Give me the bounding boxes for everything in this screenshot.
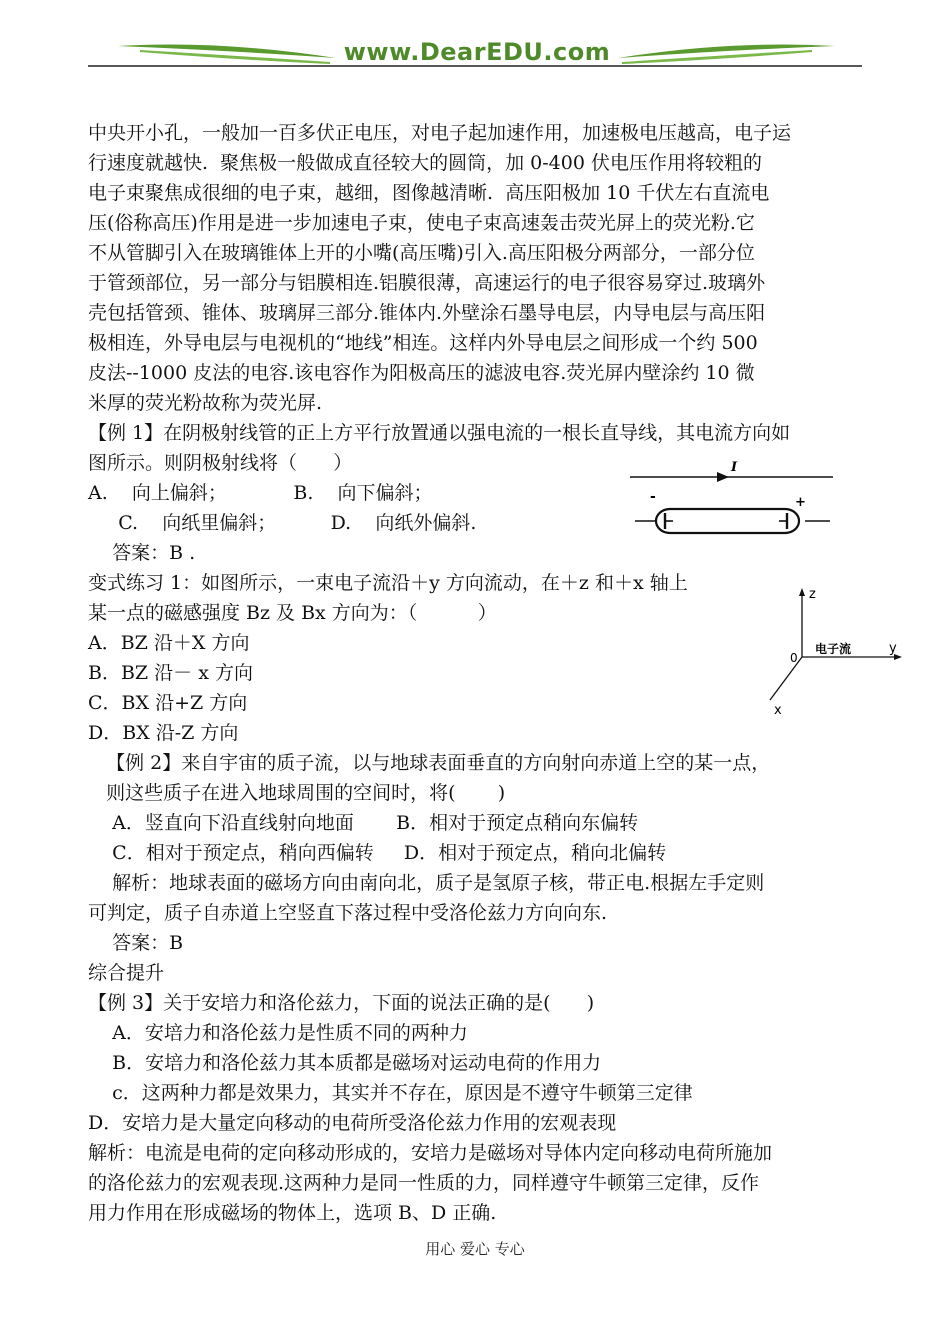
text-line: 的洛伦兹力的宏观表现.这两种力是同一性质的力，同样遵守牛顿第三定律，反作 [88, 1172, 760, 1194]
text-line: B．BZ 沿－ x 方向 [88, 662, 253, 684]
text-line: 某一点的磁感强度 Bz 及 Bx 方向为：（ ） [88, 602, 497, 624]
text-line: 壳包括管颈、锥体、玻璃屏三部分.锥体内.外壁涂石墨导电层，内导电层与高压阳 [88, 302, 766, 324]
text-line: 解析：电流是电荷的定向移动形成的，安培力是磁场对导体内定向移动电荷所施加 [88, 1142, 773, 1164]
text-line: 【例 2】来自宇宙的质子流，以与地球表面垂直的方向射向赤道上空的某一点， [88, 752, 771, 774]
text-line: 【例 3】关于安培力和洛伦兹力，下面的说法正确的是( ) [88, 992, 595, 1014]
coordinate-axes-figure [762, 582, 912, 717]
y-axis-label: y [889, 641, 897, 656]
text-line: 于管颈部位，另一部分与铝膜相连.铝膜很薄，高速运行的电子很容易穿过.玻璃外 [88, 272, 766, 294]
page-footer: 用心 爱心 专心 [425, 1240, 525, 1258]
text-line: 不从管脚引入在玻璃锥体上开的小嘴(高压嘴)引入.高压阳极分两部分，一部分位 [88, 242, 755, 264]
z-axis-label: z [809, 587, 816, 602]
text-line: A．BZ 沿＋X 方向 [88, 632, 250, 654]
text-line: A．安培力和洛伦兹力是性质不同的两种力 [88, 1022, 468, 1044]
x-axis-label: x [774, 703, 782, 717]
minus-label: - [650, 489, 656, 505]
text-line: 答案：B [88, 932, 184, 954]
text-line: 可判定，质子自赤道上空竖直下落过程中受洛伦兹力方向向东. [88, 902, 608, 924]
text-line: 皮法--1000 皮法的电容.该电容作为阳极高压的滤波电容.荧光屏内壁涂约 10 微 [88, 362, 755, 384]
tube-outline [656, 509, 799, 533]
text-line: 解析：地球表面的磁场方向由南向北，质子是氢原子核，带正电.根据左手定则 [88, 872, 765, 894]
plus-label: + [795, 495, 806, 510]
text-line: 则这些质子在进入地球周围的空间时，将( ) [88, 782, 506, 804]
text-line: 图所示。则阴极射线将（ ） [88, 452, 353, 474]
current-arrow [717, 472, 729, 482]
text-line: 综合提升 [88, 962, 165, 984]
origin-label: 0 [790, 651, 798, 665]
text-line: 用力作用在形成磁场的物体上，选项 B、D 正确. [88, 1202, 497, 1224]
text-line: A. 向上偏斜； B. 向下偏斜； [88, 482, 433, 504]
text-line: C．BX 沿+Z 方向 [88, 692, 248, 714]
text-line: 答案：B . [88, 542, 196, 564]
text-line: D．安培力是大量定向移动的电荷所受洛伦兹力作用的宏观表现 [88, 1112, 617, 1134]
text-line: D．BX 沿-Z 方向 [88, 722, 239, 744]
page-header [0, 0, 950, 80]
text-line: 米厚的荧光粉故称为荧光屏. [88, 392, 323, 414]
text-line: c．这两种力都是效果力，其实并不存在，原因是不遵守牛顿第三定律 [88, 1082, 693, 1104]
text-line: 极相连，外导电层与电视机的“地线”相连。这样内外导电层之间形成一个约 500 [88, 332, 758, 354]
text-line: 中央开小孔，一般加一百多伏正电压，对电子起加速作用，加速极电压越高，电子运 [88, 122, 792, 144]
text-line: 压(俗称高压)作用是进一步加速电子束，使电子束高速轰击荧光屏上的荧光粉.它 [88, 212, 755, 234]
text-line: 变式练习 1：如图所示，一束电子流沿＋y 方向流动，在＋z 和＋x 轴上 [88, 572, 688, 594]
current-label: I [731, 460, 738, 475]
cathode-ray-tube-figure [625, 455, 840, 545]
text-line: C. 向纸里偏斜； D. 向纸外偏斜. [88, 512, 477, 534]
text-line: 电子束聚焦成很细的电子束，越细，图像越清晰. 高压阳极加 10 千伏左右直流电 [88, 182, 770, 204]
text-line: A．竖直向下沿直线射向地面 B．相对于预定点稍向东偏转 [88, 812, 639, 834]
site-logo: www.DearEDU.com [343, 38, 611, 66]
text-line: C．相对于预定点，稍向西偏转 D．相对于预定点，稍向北偏转 [88, 842, 667, 864]
electron-flow-label: 电子流 [815, 642, 852, 656]
text-line: 行速度就越快. 聚焦极一般做成直径较大的圆筒，加 0-400 伏电压作用将较粗的 [88, 152, 762, 174]
text-line: 【例 1】在阴极射线管的正上方平行放置通以强电流的一根长直导线，其电流方向如 [88, 422, 791, 444]
text-line: B．安培力和洛伦兹力其本质都是磁场对运动电荷的作用力 [88, 1052, 602, 1074]
